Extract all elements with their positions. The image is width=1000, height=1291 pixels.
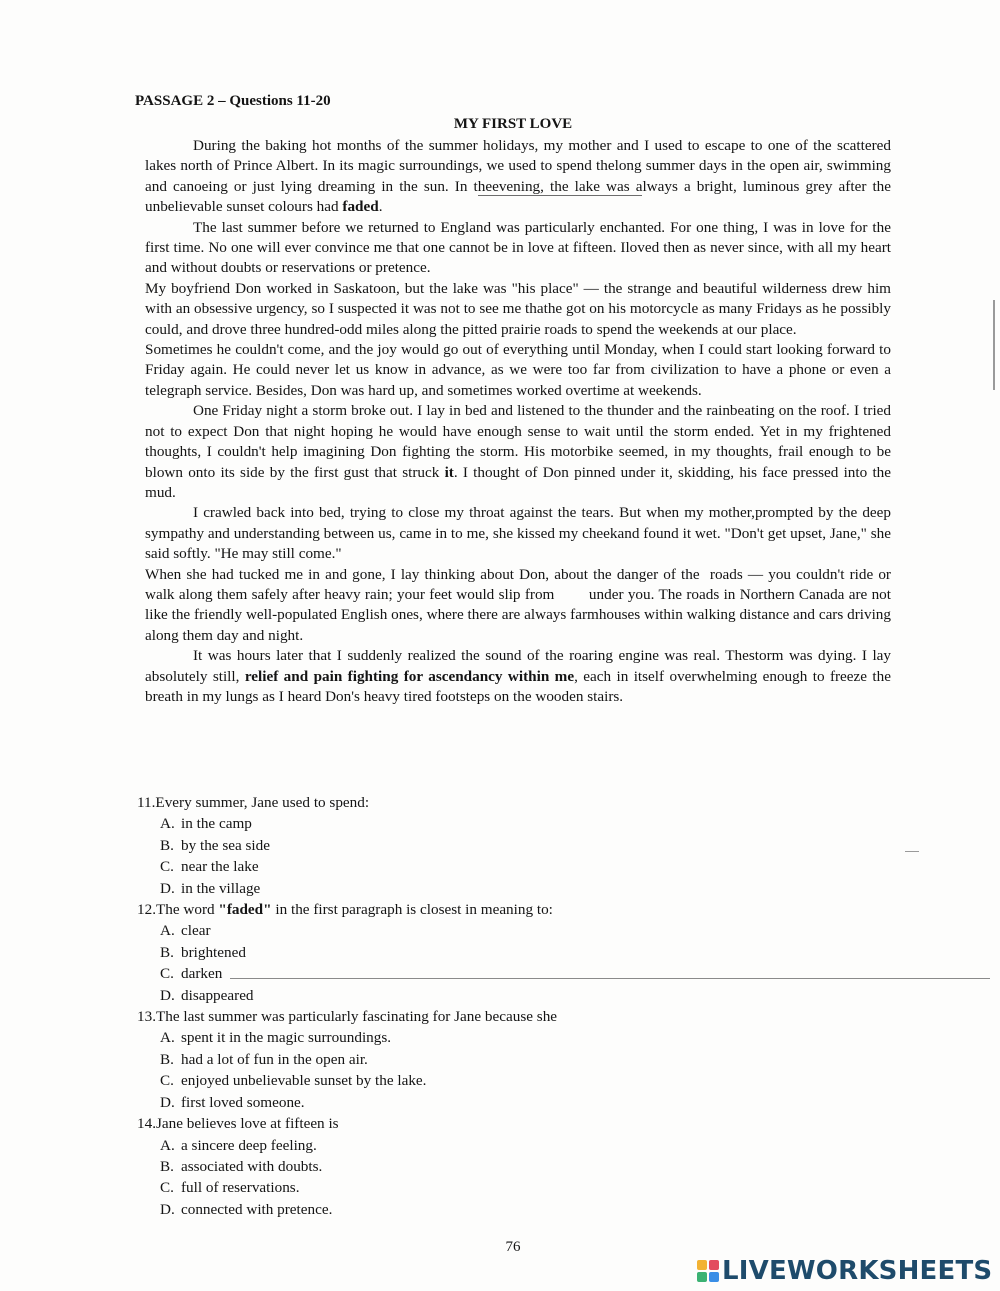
question-14-option-a[interactable]: A. a sincere deep feeling. — [160, 1136, 317, 1154]
passage-paragraph-2: The last summer before we returned to England was particularly enchanted. For one thing, I was in love for the first time. No one will ever convince me that one cannot be in love at fifteen. Iloved then as never since, with all my heart and without doubts or reservations or pretence. — [145, 218, 891, 277]
logo-tiles-icon — [697, 1260, 719, 1282]
logo-tile-1 — [697, 1260, 707, 1270]
passage-paragraph-3: My boyfriend Don worked in Saskatoon, but the lake was "his place" — the strange and beautiful wilderness drew him with an obsessive urgency, so I suspected it was not to see me thathe got on his motorcycle as many Fridays as he possibly could, and drove three hundred-odd miles along the pitted prairie roads to spend the weekends at our place. — [145, 279, 891, 338]
question-12-option-a[interactable]: A. clear — [160, 922, 211, 940]
question-12-option-b[interactable]: B. brightened — [160, 943, 246, 961]
questions-list — [137, 792, 837, 1220]
passage-paragraph-4: Sometimes he couldn't come, and the joy would go out of everything until Monday, when I could start looking forward to Friday again. He could never let us know in advance, as we were too far from civilization to have a phone or even a telegraph service. Besides, Don was hard up, and sometimes worked overtime at weekends. — [145, 341, 891, 399]
question-13-option-b[interactable]: B. had a lot of fun in the open air. — [160, 1050, 368, 1068]
bold-word-it: it — [444, 463, 454, 481]
logo-text: LIVEWORKSHEETS — [722, 1256, 993, 1286]
scan-line-mark — [478, 195, 642, 196]
question-13-option-a[interactable]: A. spent it in the magic surroundings. — [160, 1029, 392, 1047]
question-11-option-d[interactable]: D. in the village — [160, 879, 261, 897]
question-12-option-c[interactable]: C. darken — [160, 965, 223, 983]
scan-dash-mark — [905, 851, 919, 852]
passage-paragraph-6: I crawled back into bed, trying to close my throat against the tears. But when my mother,prompted by the deep sympathy and understanding between us, came in to me, she kissed my cheekand found it wet. "Don't get upset, Jane," she said softly. "He may still come." — [145, 504, 891, 563]
scan-line-mark-2 — [230, 978, 990, 979]
question-14-option-d[interactable]: D. connected with pretence. — [160, 1200, 333, 1218]
passage-title: MY FIRST LOVE — [453, 116, 573, 132]
passage-paragraph-1: During the baking hot months of the summer holidays, my mother and I used to escape to one of the scattered lakes north of Prince Albert. In its magic surroundings, we used to spend thelong summer days in the open air, swimming and canoeing or just lying dreaming in the sun. In theevening, the lake was always a bright, luminous grey after the unbelievable sunset colours had faded. — [145, 137, 891, 216]
bold-word-faded: faded — [342, 198, 379, 216]
scan-edge-mark — [993, 300, 995, 390]
reading-passage — [145, 136, 895, 707]
question-11-stem: 11.Every summer, Jane used to spend: — [137, 794, 370, 811]
question-12-stem: 12.The word "faded" in the first paragraph is closest in meaning to: — [137, 901, 553, 919]
question-14-stem: 14.Jane believes love at fifteen is — [137, 1115, 339, 1133]
question-13-option-d[interactable]: D. first loved someone. — [160, 1093, 305, 1111]
passage-header: PASSAGE 2 – Questions 11-20 — [135, 93, 331, 109]
question-11-option-a[interactable]: A. in the camp — [160, 815, 252, 833]
bold-phrase-relief-and-pain: relief and pain fighting for ascendancy within me — [244, 667, 575, 685]
logo-tile-3 — [697, 1272, 707, 1282]
question-14-option-b[interactable]: B. associated with doubts. — [160, 1157, 323, 1175]
passage-paragraph-5: One Friday night a storm broke out. I lay in bed and listened to the thunder and the rainbeating on the roof. I tried not to expect Don that night hoping he would have enough sense to wait until the storm ended. Yet in my frightened thoughts, I couldn't help imagining Don fighting the storm. His motorbike seemed, in my thoughts, frail enough to be blown onto its side by the first gust that struck it. I thought of Don pinned under it, skidding, his face pressed into the mud. — [145, 402, 892, 501]
question-12-option-d[interactable]: D. disappeared — [160, 986, 254, 1004]
question-14-option-c[interactable]: C. full of reservations. — [160, 1179, 300, 1197]
logo-tile-2 — [709, 1260, 719, 1270]
logo-tile-4 — [709, 1272, 719, 1282]
question-13-stem: 13.The last summer was particularly fascinating for Jane because she — [137, 1008, 558, 1026]
question-11-option-c[interactable]: C. near the lake — [160, 858, 259, 876]
question-11-option-b[interactable]: B. by the sea side — [160, 836, 270, 854]
page-number: 76 — [505, 1239, 521, 1255]
question-13-option-c[interactable]: C. enjoyed unbelievable sunset by the lake. — [160, 1072, 427, 1090]
liveworksheets-logo — [697, 1258, 992, 1284]
passage-paragraph-7: When she had tucked me in and gone, I lay thinking about Don, about the danger of the roads — you couldn't ride or walk along them safely after heavy rain; your feet would slip from under you. The roads in Northern Canada are not like the friendly well-populated English ones, where there are always farmhouses within walking distance and cars driving along them day and night. — [145, 565, 895, 644]
passage-paragraph-8: It was hours later that I suddenly realized the sound of the roaring engine was real. Thestorm was dying. I lay absolutely still, relief and pain fighting for ascendancy within me, each in itself overwhelming enough to freeze the breath in my lungs as I heard Don's heavy tired footsteps on the wooden stairs. — [145, 647, 891, 705]
